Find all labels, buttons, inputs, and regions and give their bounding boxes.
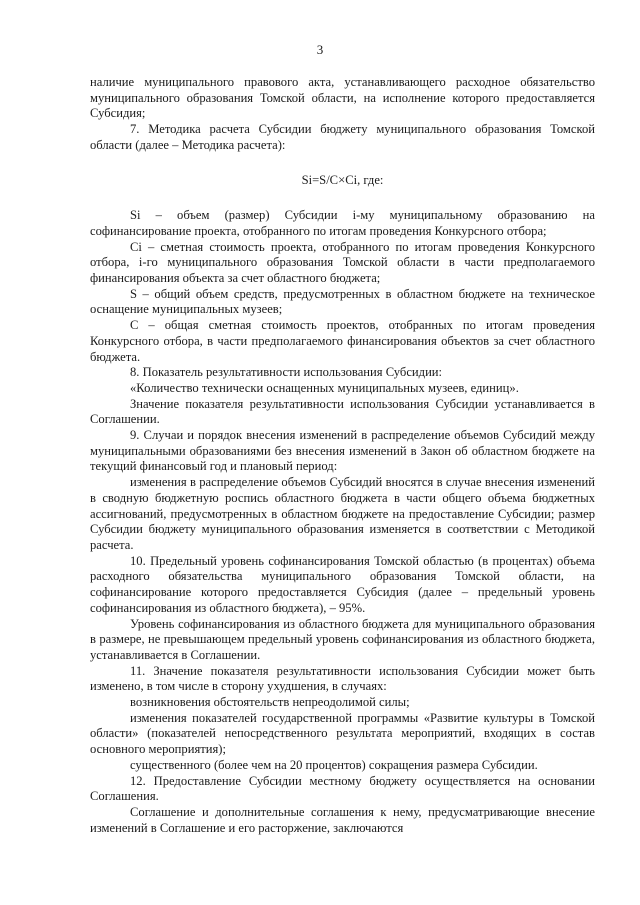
paragraph-item-9-changes: изменения в распределение объемов Субсидий вносятся в случае внесения изменений в сводную бюджетную роспись областного бюджета в части общего объема бюджетных ассигнований, предусмотренных в областном бюджете на предоставление Субсидии; размер Субсидии бюджету муниципального образования изменяется в соответствии с Методикой расчета. <box>90 475 595 552</box>
paragraph-item-9: 9. Случаи и порядок внесения изменений в распределение объемов Субсидий между муниципальными образованиями без внесения изменений в Закон об областном бюджете на текущий финансовый год и плановый период: <box>90 428 595 474</box>
paragraph-item-10: 10. Предельный уровень софинансирования Томской областью (в процентах) объема расходного обязательства муниципального образования Томской области, на софинансирование которого предоставляется Субсидия (далее – предельный уровень софинансирования из областного бюджета), – 95%. <box>90 553 595 615</box>
paragraph-agreement: Соглашение и дополнительные соглашения к нему, предусматривающие внесение изменений в Соглашение и его расторжение, заключаются <box>90 804 595 835</box>
paragraph-def-si: Si – объем (размер) Субсидии i-му муниципальному образованию на софинансирование проекта, отобранного по итогам проведения Конкурсного отбора; <box>90 208 595 238</box>
paragraph-indicator-value: Значение показателя результативности использования Субсидии устанавливается в Соглашении. <box>90 396 595 427</box>
paragraph-item-8: 8. Показатель результативности использования Субсидии: <box>130 365 443 380</box>
paragraph-def-ci: Ci – сметная стоимость проекта, отобранного по итогам проведения Конкурсного отбора, i-го муниципального образования Томской области в части предполагаемого финансирования объекта за счет областного бюджета; <box>90 239 595 286</box>
formula: Si=S/C×Ci, где: <box>301 172 384 187</box>
paragraph-item-12: 12. Предоставление Субсидии местному бюджету осуществляется на основании Соглашения. <box>90 773 595 804</box>
paragraph-case-reduction: существенного (более чем на 20 процентов) сокращения размера Субсидии. <box>130 757 538 772</box>
document-body <box>90 75 595 836</box>
paragraph-case-force-majeure: возникновения обстоятельств непреодолимой силы; <box>130 695 410 710</box>
paragraph-intro: наличие муниципального правового акта, устанавливающего расходное обязательство муниципального образования Томской области, на исполнение которого предоставляется Субсидия; <box>90 75 595 121</box>
paragraph-def-s: S – общий объем средств, предусмотренных в областном бюджете на техническое оснащение муниципальных музеев; <box>90 286 595 317</box>
paragraph-item-11: 11. Значение показателя результативности использования Субсидии может быть изменено, в том числе в сторону ухудшения, в случаях: <box>90 663 595 694</box>
page-number: 3 <box>316 42 324 57</box>
paragraph-item-7: 7. Методика расчета Субсидии бюджету муниципального образования Томской области (далее – Методика расчета): <box>90 122 595 152</box>
paragraph-def-c: C – общая сметная стоимость проектов, отобранных по итогам проведения Конкурсного отбора, в части предполагаемого финансирования объектов за счет областного бюджета. <box>90 318 595 364</box>
paragraph-cofinancing-level: Уровень софинансирования из областного бюджета для муниципального образования в размере, не превышающем предельный уровень софинансирования из областного бюджета, устанавливается в Соглашении. <box>90 616 595 662</box>
paragraph-case-program-change: изменения показателей государственной программы «Развитие культуры в Томской области» (показателей непосредственного результата мероприятий, входящих в состав основного мероприятия); <box>90 710 595 757</box>
paragraph-indicator: «Количество технически оснащенных муниципальных музеев, единиц». <box>130 380 519 395</box>
